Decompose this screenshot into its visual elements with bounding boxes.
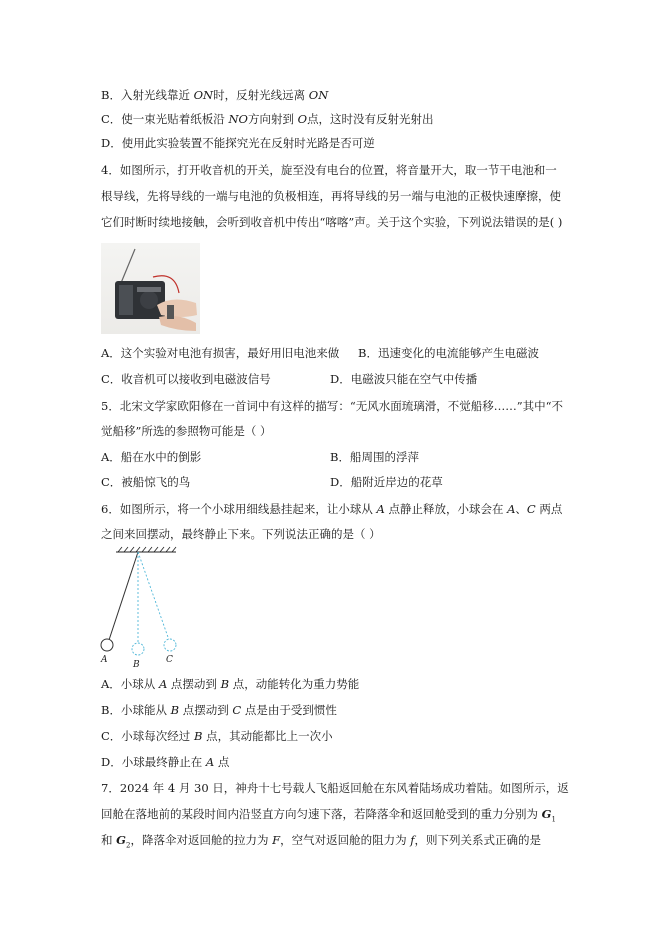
var-f-cap: F bbox=[272, 833, 281, 847]
q4-option-d: D．电磁波只能在空气中传播 bbox=[330, 372, 478, 386]
text: 时，反射光线远离 bbox=[213, 88, 309, 102]
var-f: f bbox=[410, 833, 415, 847]
q7-stem-line3 bbox=[101, 832, 541, 853]
q6-option-b bbox=[101, 702, 337, 718]
text: 6．如图所示，将一个小球用细线悬挂起来，让小球从 bbox=[101, 502, 377, 516]
text: 回舱在落地前的某段时间内沿竖直方向匀速下落，若降落伞和返回舱受到的重力分别为 bbox=[101, 807, 542, 821]
text: 、 bbox=[515, 502, 527, 516]
label-c: C bbox=[166, 655, 173, 665]
q4-stem-line2: 根导线，先将导线的一端与电池的负极相连，再将导线的另一端与电池的正极快速摩擦，使 bbox=[101, 189, 561, 203]
text: 点，其动能都比上一次小 bbox=[202, 729, 333, 743]
ball-a bbox=[101, 639, 113, 651]
radio-experiment-photo bbox=[101, 243, 200, 334]
label-a: A bbox=[101, 655, 108, 665]
text: A．小球从 bbox=[101, 677, 159, 691]
var-g: G bbox=[116, 833, 126, 847]
q4-option-a: A．这个实验对电池有损害，最好用旧电池来做 bbox=[101, 346, 340, 360]
q4-stem-line3: 它们时断时续地接触，会听到收音机中传出“喀喀”声。关于这个实验，下列说法错误的是( ) bbox=[101, 215, 563, 229]
text: ，降落伞对返回舱的拉力为 bbox=[130, 833, 273, 847]
var: ON bbox=[193, 88, 214, 102]
var: A bbox=[507, 502, 516, 516]
q3-option-b bbox=[101, 87, 328, 103]
q4-option-c: C．收音机可以接收到电磁波信号 bbox=[101, 372, 271, 386]
text: 点是由于受到惯性 bbox=[241, 703, 337, 717]
q6-option-a bbox=[101, 676, 359, 692]
ceiling-hatch bbox=[116, 547, 176, 552]
q7-stem-line1: 7．2024 年 4 月 30 日，神舟十七号载人飞船返回舱在东风着陆场成功着陆。如图所示，返 bbox=[101, 781, 569, 795]
text: 两点 bbox=[535, 502, 563, 516]
q5-option-a: A．船在水中的倒影 bbox=[101, 450, 202, 464]
q5-stem-line1: 5．北宋文学家欧阳修在一首词中有这样的描写：“无风水面琉璃滑，不觉船移……”其中“不 bbox=[101, 399, 563, 413]
text: 点，这时没有反射光射出 bbox=[307, 112, 434, 126]
q5-option-b: B．船周围的浮萍 bbox=[330, 450, 419, 464]
var: C bbox=[232, 703, 242, 717]
label-b: B bbox=[133, 660, 140, 670]
text: 和 bbox=[101, 833, 117, 847]
text: 点静止释放，小球会在 bbox=[384, 502, 508, 516]
var: B bbox=[220, 677, 230, 691]
q6-option-c bbox=[101, 728, 333, 744]
text: B．入射光线靠近 bbox=[101, 88, 194, 102]
q3-option-c bbox=[101, 111, 434, 127]
text: D．小球最终静止在 bbox=[101, 755, 206, 769]
q6-option-d bbox=[101, 754, 229, 770]
radio-experiment-icon bbox=[101, 243, 200, 334]
subscript: 2 bbox=[125, 841, 131, 850]
var-g: G bbox=[541, 807, 552, 821]
ball-b bbox=[132, 643, 144, 655]
text: 点摆动到 bbox=[179, 703, 233, 717]
text: C．小球每次经过 bbox=[101, 729, 194, 743]
var: B bbox=[170, 703, 180, 717]
ball-c bbox=[164, 639, 176, 651]
var: A bbox=[376, 502, 385, 516]
text: ，则下列关系式正确的是 bbox=[414, 833, 542, 847]
text: C．使一束光贴着纸板沿 bbox=[101, 112, 229, 126]
q3-option-d: D．使用此实验装置不能探究光在反射时光路是否可逆 bbox=[101, 136, 375, 150]
var: A bbox=[205, 755, 215, 769]
text: ，空气对返回舱的阻力为 bbox=[280, 833, 411, 847]
var: O bbox=[297, 112, 308, 126]
string-c bbox=[138, 552, 169, 640]
q5-stem-line2: 觉船移”所选的参照物可能是（ ） bbox=[101, 424, 272, 438]
text: 点摆动到 bbox=[167, 677, 221, 691]
var: ON bbox=[308, 88, 329, 102]
var: NO bbox=[228, 112, 248, 126]
q6-stem-line1 bbox=[101, 501, 562, 517]
q4-option-b: B．迅速变化的电流能够产生电磁波 bbox=[358, 346, 539, 360]
text: 点，动能转化为重力势能 bbox=[229, 677, 360, 691]
q7-stem-line2 bbox=[101, 806, 556, 827]
var: C bbox=[526, 502, 536, 516]
q5-option-c: C．被船惊飞的鸟 bbox=[101, 475, 191, 489]
text: 方向射到 bbox=[247, 112, 298, 126]
pendulum-diagram bbox=[98, 544, 188, 670]
var: A bbox=[158, 677, 168, 691]
text: 点 bbox=[214, 755, 230, 769]
text: B．小球能从 bbox=[101, 703, 171, 717]
q4-stem-line1: 4．如图所示，打开收音机的开关，旋至没有电台的位置，将音量开大，取一节干电池和一 bbox=[101, 163, 557, 177]
string-a bbox=[109, 552, 138, 640]
var: B bbox=[193, 729, 203, 743]
q6-stem-line2: 之间来回摆动，最终静止下来。下列说法正确的是（ ） bbox=[101, 527, 381, 541]
q5-option-d: D．船附近岸边的花草 bbox=[330, 475, 443, 489]
subscript: 1 bbox=[551, 815, 556, 824]
